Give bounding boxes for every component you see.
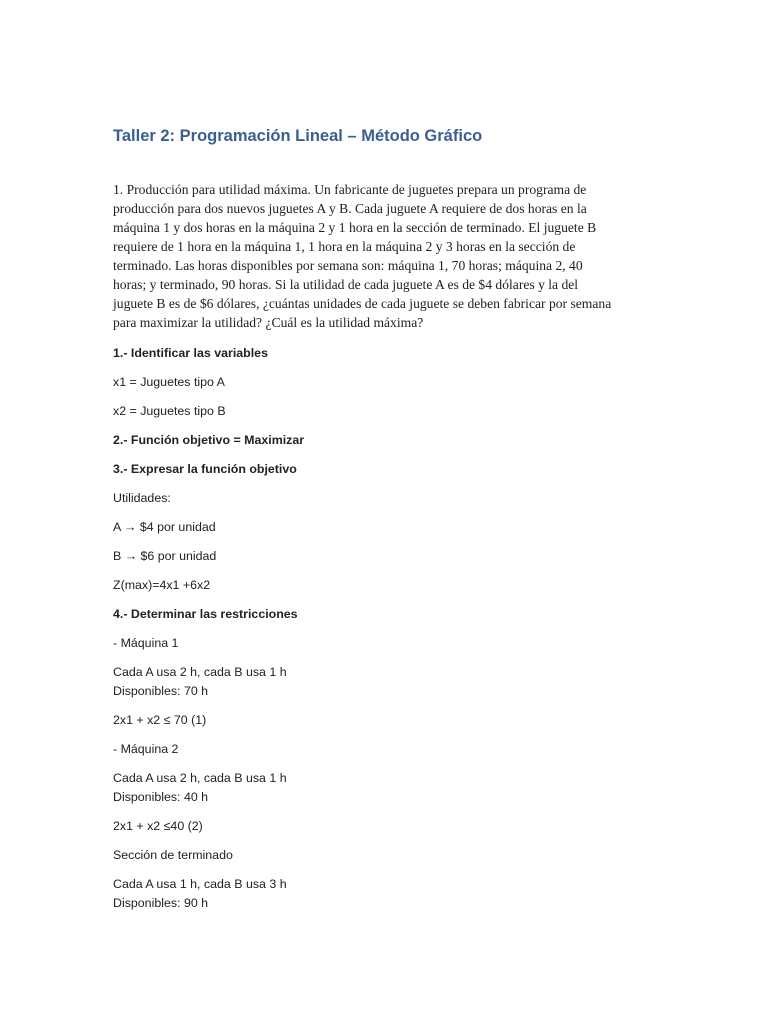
restriction-2: 2x1 + x2 ≤40 (2) (113, 819, 203, 833)
variable-x2: x2 = Juguetes tipo B (113, 404, 226, 418)
heading-restrictions: 4.- Determinar las restricciones (113, 607, 298, 621)
utility-a: A → $4 por unidad (113, 520, 216, 534)
finishing-section-usage: Cada A usa 1 h, cada B usa 3 h Disponibles: 90 h (113, 877, 287, 910)
document-body (113, 124, 673, 913)
document-title: Taller 2: Programación Lineal – Método Gráfico (113, 127, 483, 145)
variable-x1: x1 = Juguetes tipo A (113, 375, 225, 389)
restriction-1: 2x1 + x2 ≤ 70 (1) (113, 713, 207, 727)
machine-2-usage: Cada A usa 2 h, cada B usa 1 h Disponibles: 40 h (113, 771, 287, 804)
utility-b: B → $6 por unidad (113, 549, 217, 563)
machine-1-label: - Máquina 1 (113, 636, 179, 650)
problem-statement: 1. Producción para utilidad máxima. Un fabricante de juguetes prepara un programa de producción para dos nuevos juguetes A y B. Cada juguete A requiere de dos horas en la máquina 1 y dos horas en la máquina 2 y 1 hora en la sección de terminado. El juguete B requiere de 1 hora en la máquina 1, 1 hora en la máquina 2 y 3 horas en la sección de terminado. Las horas disponibles por semana son: máquina 1, 70 horas; máquina 2, 40 horas; y terminado, 90 horas. Si la utilidad de cada juguete A es de $4 dólares y la del juguete B es de $6 dólares, ¿cuántas unidades de cada juguete se deben fabricar por semana para maximizar la utilidad? ¿Cuál es la utilidad máxima? (113, 182, 612, 330)
machine-1-usage: Cada A usa 2 h, cada B usa 1 h Disponibles: 70 h (113, 665, 287, 698)
utilities-label: Utilidades: (113, 491, 171, 505)
heading-express-objective: 3.- Expresar la función objetivo (113, 462, 297, 476)
objective-equation: Z(max)=4x1 +6x2 (113, 578, 211, 592)
machine-2-label: - Máquina 2 (113, 742, 179, 756)
finishing-section-label: Sección de terminado (113, 848, 233, 862)
heading-objective-function: 2.- Función objetivo = Maximizar (113, 433, 305, 447)
heading-identify-variables: 1.- Identificar las variables (113, 346, 268, 360)
